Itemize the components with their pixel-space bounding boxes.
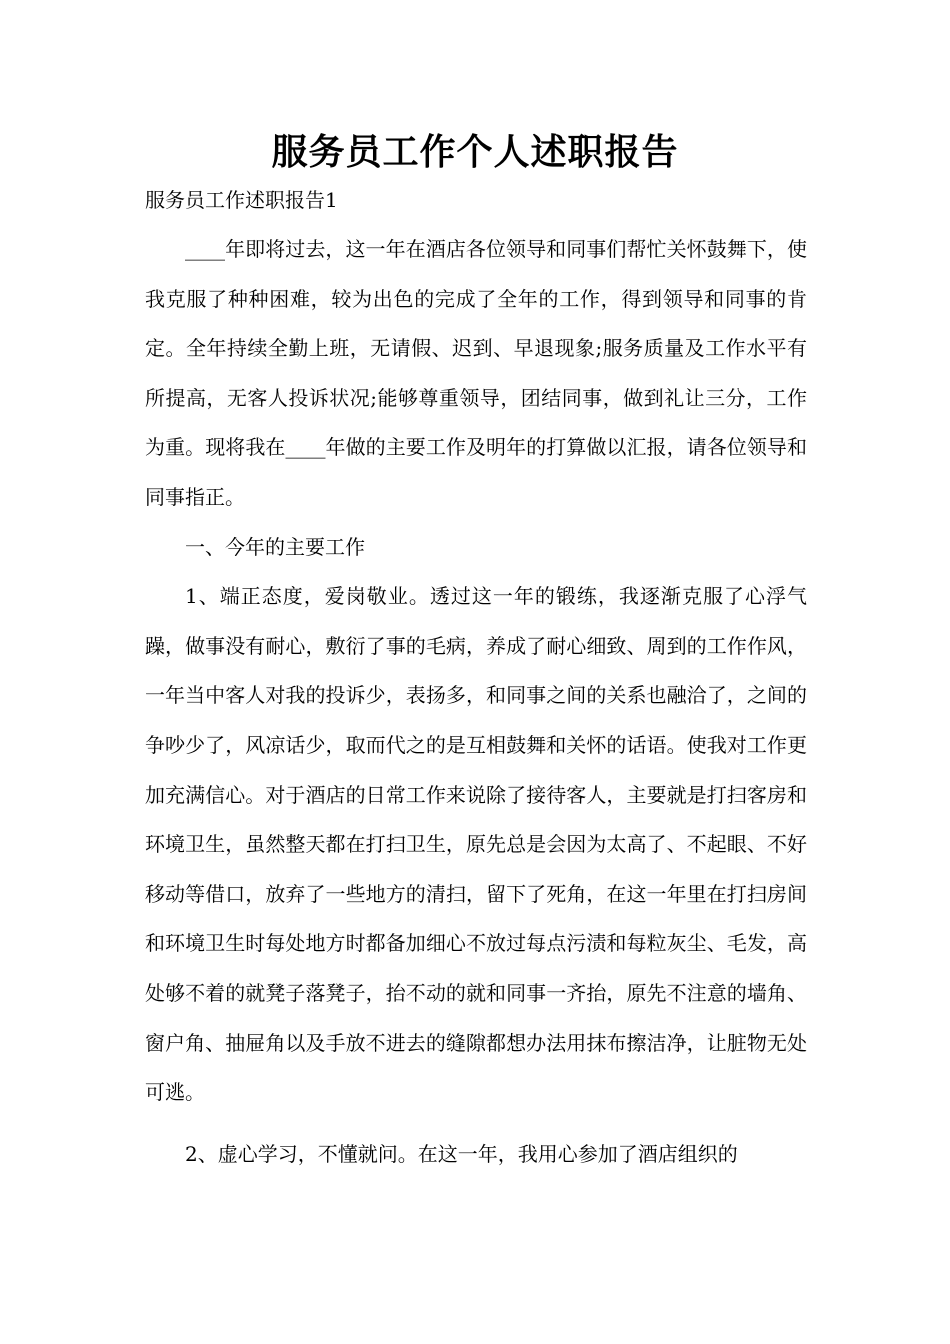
document-subtitle: 服务员工作述职报告1 <box>145 188 338 212</box>
document-title: 服务员工作个人述职报告 <box>271 132 679 173</box>
section-heading: 一、今年的主要工作 <box>185 534 365 559</box>
paragraph-intro: ____年即将过去，这一年在酒店各位领导和同事们帮忙关怀鼓舞下，使我克服了种种困难，较为出色的完成了全年的工作，得到领导和同事的肯定。全年持续全勤上班，无请假、迟到、早退现象;服务质量及工作水平有所提高，无客人投诉状况;能够尊重领导，团结同事，做到礼让三分，工作为重。现将我在____年做的主要工作及明年的打算做以汇报，请各位领导和同事指正。 <box>145 237 807 509</box>
paragraph-item-1: 1、端正态度，爱岗敬业。透过这一年的锻练，我逐渐克服了心浮气躁，做事没有耐心，敷衍了事的毛病，养成了耐心细致、周到的工作作风，一年当中客人对我的投诉少，表扬多，和同事之间的关系也融洽了，之间的争吵少了，风凉话少，取而代之的是互相鼓舞和关怀的话语。使我对工作更加充满信心。对于酒店的日常工作来说除了接待客人，主要就是打扫客房和环境卫生，虽然整天都在打扫卫生，原先总是会因为太高了、不起眼、不好移动等借口，放弃了一些地方的清扫，留下了死角，在这一年里在打扫房间和环境卫生时每处地方时都备加细心不放过每点污渍和每粒灰尘、毛发，高处够不着的就凳子落凳子，抬不动的就和同事一齐抬，原先不注意的墙角、窗户角、抽屉角以及手放不进去的缝隙都想办法用抹布擦洁净，让脏物无处可逃。 <box>145 584 807 1105</box>
document-body <box>145 225 807 1179</box>
paragraph-item-2: 2、虚心学习，不懂就问。在这一年，我用心参加了酒店组织的 <box>185 1141 738 1166</box>
